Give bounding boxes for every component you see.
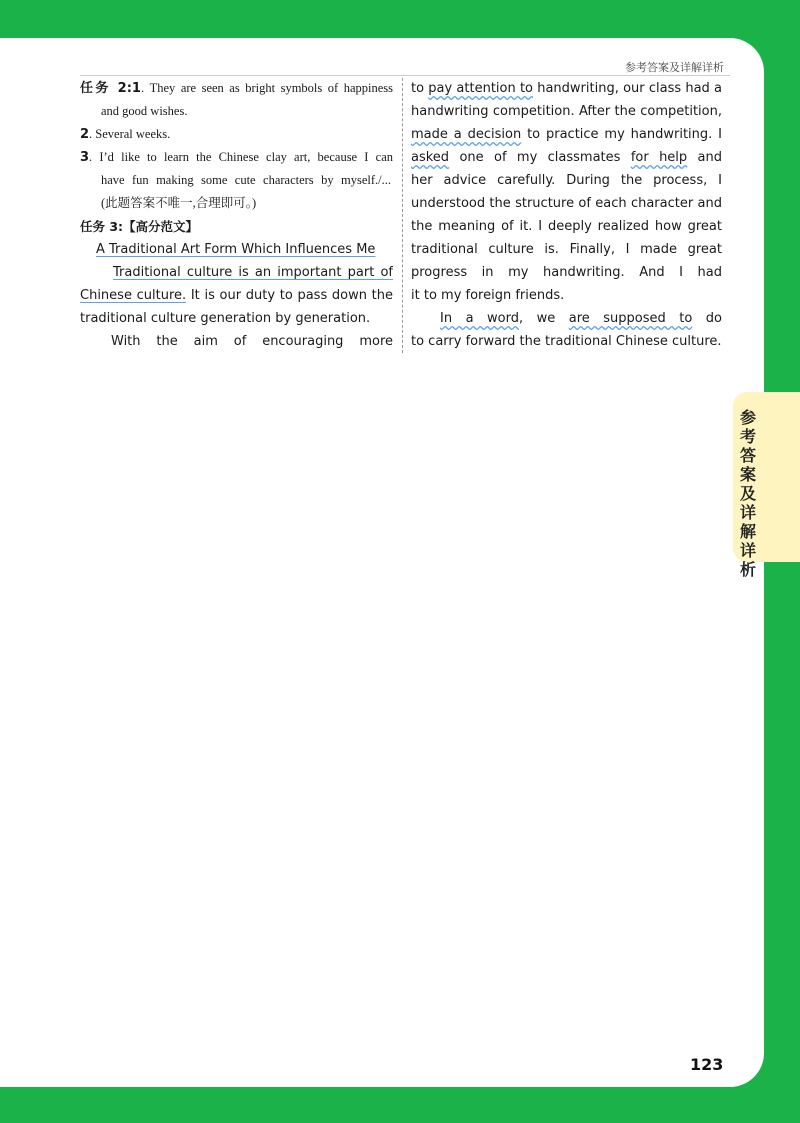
page-number: 123 <box>690 1055 724 1074</box>
essay-r-line8: traditional culture is. Finally, I made great <box>411 242 722 257</box>
side-tab-label: 参考答案及详解详析 <box>739 408 756 579</box>
essay-r-line6: understood the structure of each character and <box>411 196 722 211</box>
essay-r-line12: to carry forward the traditional Chinese culture. <box>411 334 722 349</box>
task3-heading: 任务 3:【高分范文】 <box>80 219 199 234</box>
task2-answer-1-cont: and good wishes. <box>101 104 188 118</box>
essay-r-line7: the meaning of it. I deeply realized how great <box>411 219 722 234</box>
essay-p1-line1: Traditional culture is an important part of <box>113 265 393 280</box>
essay-r-line9: progress in my handwriting. And I had <box>411 265 722 280</box>
essay-r-line3: made a decision to practice my handwriting. I <box>411 127 722 142</box>
task2-answer-3-cont: have fun making some cute characters by myself./... <box>101 173 391 187</box>
essay-title: A Traditional Art Form Which Influences Me <box>96 242 376 257</box>
answer-note: (此题答案不唯一,合理即可。) <box>101 196 257 210</box>
essay-p1-line3: traditional culture generation by generation. <box>80 311 371 326</box>
header-divider <box>80 75 730 76</box>
essay-r-line5: her advice carefully. During the process, I <box>411 173 722 188</box>
essay-p2-line1: With the aim of encouraging more <box>111 334 393 349</box>
essay-r-line2: handwriting competition. After the competition, <box>411 104 722 119</box>
task2-answer-2: 2. Several weeks. <box>80 127 171 142</box>
essay-r-line11: In a word, we are supposed to do <box>440 311 722 326</box>
page-header: 参考答案及详解详析 <box>625 61 724 74</box>
essay-r-line10: it to my foreign friends. <box>411 288 565 303</box>
task2-answer-1: 任务 2:1. They are seen as bright symbols of happiness <box>80 81 393 96</box>
essay-p1-line2: Chinese culture. It is our duty to pass down the <box>80 288 393 303</box>
essay-r-line1: to pay attention to handwriting, our class had a <box>411 81 722 96</box>
essay-r-line4: asked one of my classmates for help and <box>411 150 722 165</box>
column-divider <box>402 78 403 353</box>
task2-answer-3: 3. I’d like to learn the Chinese clay art, because I can <box>80 150 393 165</box>
